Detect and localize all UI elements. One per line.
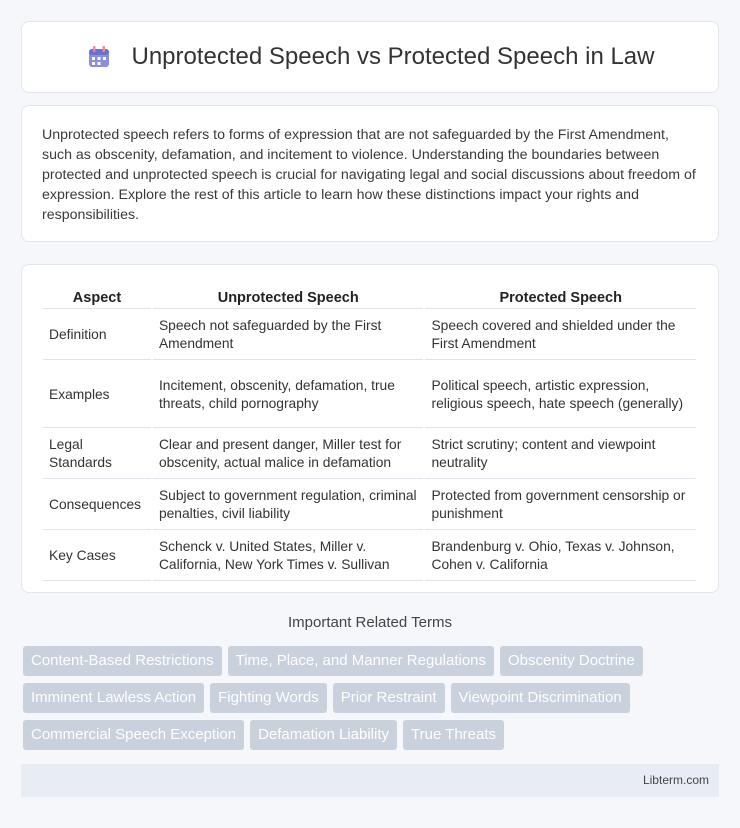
page-title: Unprotected Speech vs Protected Speech in Law (131, 43, 655, 70)
table-row (43, 430, 696, 479)
related-term-tag[interactable]: Obscenity Doctrine (500, 646, 643, 676)
table-cell-aspect: Consequences (43, 481, 151, 530)
related-terms-list (23, 646, 723, 757)
title-card (21, 21, 719, 93)
table-cell-unprotected: Schenck v. United States, Miller v. California, New York Times v. Sullivan (153, 532, 424, 581)
header-unprotected: Unprotected Speech (153, 287, 424, 309)
intro-text: Unprotected speech refers to forms of expression that are not safeguarded by the First Amendment, such as obscenity, defamation, and incitement to violence. Understanding the boundaries between protected and unprotected speech is crucial for navigating legal and social discussions about freedom of expression. Explore the rest of this article to learn how these distinctions impact your rights and responsibilities. (42, 127, 696, 223)
related-term-tag[interactable]: Commercial Speech Exception (23, 720, 244, 750)
related-terms-title: Important Related Terms (288, 614, 452, 631)
related-term-tag[interactable]: Imminent Lawless Action (23, 683, 204, 713)
table-cell-protected: Political speech, artistic expression, religious speech, hate speech (generally) (425, 362, 696, 428)
table-row (43, 311, 696, 360)
related-term-tag[interactable]: Viewpoint Discrimination (451, 683, 630, 713)
header-protected: Protected Speech (425, 287, 696, 309)
table-cell-aspect: Examples (43, 362, 151, 428)
table-cell-unprotected: Subject to government regulation, criminal penalties, civil liability (153, 481, 424, 530)
table-cell-protected: Speech covered and shielded under the First Amendment (425, 311, 696, 360)
footer (21, 764, 719, 797)
table-cell-aspect: Legal Standards (43, 430, 151, 479)
footer-site-link[interactable]: Libterm.com (642, 773, 709, 787)
related-term-tag[interactable]: True Threats (403, 720, 504, 750)
table-cell-unprotected: Clear and present danger, Miller test for obscenity, actual malice in defamation (153, 430, 424, 479)
table-cell-unprotected: Incitement, obscenity, defamation, true threats, child pornography (153, 362, 424, 428)
table-row (43, 481, 696, 530)
intro-card (21, 105, 719, 242)
calendar-icon (86, 44, 112, 70)
table-row (43, 362, 696, 428)
header-aspect: Aspect (43, 287, 151, 309)
table-cell-aspect: Definition (43, 311, 151, 360)
related-term-tag[interactable]: Prior Restraint (333, 683, 445, 713)
comparison-table (41, 285, 698, 583)
related-term-tag[interactable]: Time, Place, and Manner Regulations (228, 646, 494, 676)
table-row (43, 532, 696, 581)
comparison-card (21, 264, 719, 593)
related-term-tag[interactable]: Defamation Liability (250, 720, 397, 750)
related-term-tag[interactable]: Fighting Words (210, 683, 327, 713)
table-cell-unprotected: Speech not safeguarded by the First Amendment (153, 311, 424, 360)
table-cell-protected: Strict scrutiny; content and viewpoint neutrality (425, 430, 696, 479)
table-cell-aspect: Key Cases (43, 532, 151, 581)
table-header-row (43, 287, 696, 309)
related-term-tag[interactable]: Content-Based Restrictions (23, 646, 222, 676)
table-cell-protected: Protected from government censorship or punishment (425, 481, 696, 530)
table-cell-protected: Brandenburg v. Ohio, Texas v. Johnson, Cohen v. California (425, 532, 696, 581)
